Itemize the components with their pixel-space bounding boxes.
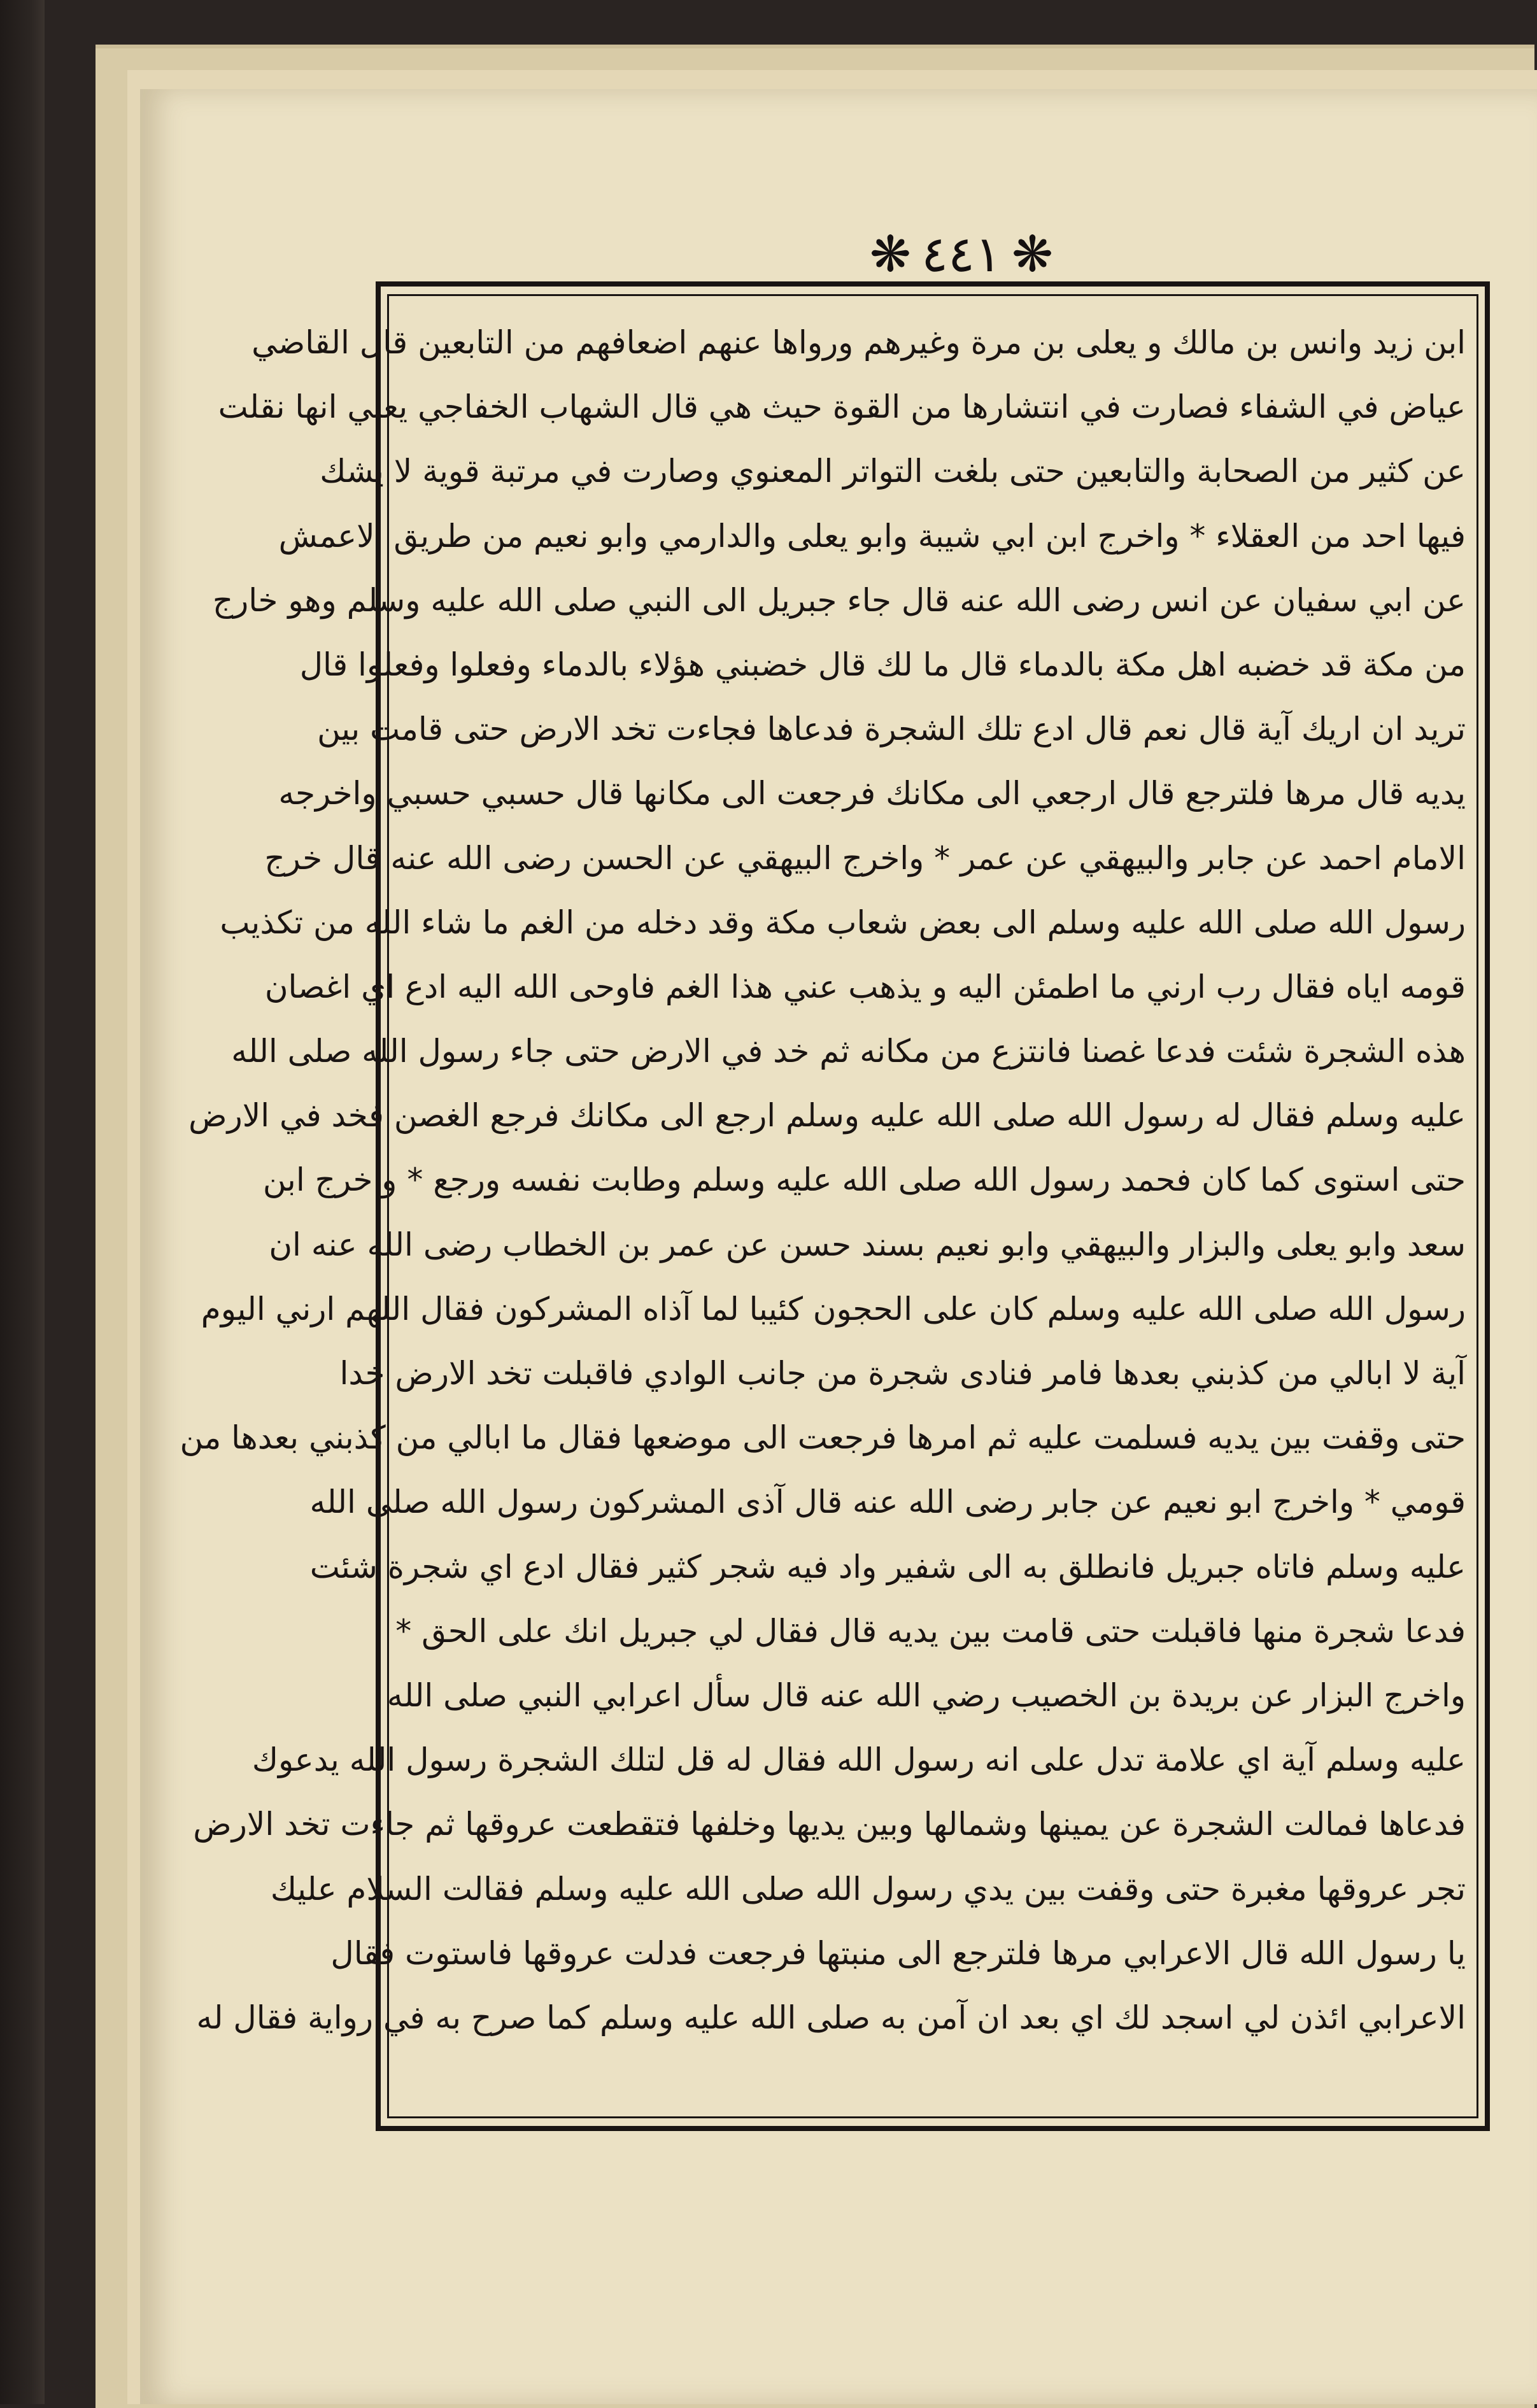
ornament-right-icon: ❋ <box>1011 226 1054 283</box>
text-line: عن كثير من الصحابة والتابعين حتى بلغت التواتر المعنوي وصارت في مرتبة قوية لا يشك <box>320 453 1466 490</box>
text-line: قومي * واخرج ابو نعيم عن جابر رضى الله عنه قال آذى المشركون رسول الله صلى الله <box>309 1484 1466 1521</box>
text-line: عليه وسلم آية اي علامة تدل على انه رسول الله فقال له قل لتلك الشجرة رسول الله يدعوك <box>251 1741 1466 1779</box>
text-line: سعد وابو يعلى والبزار والبيهقي وابو نعيم بسند حسن عن عمر بن الخطاب رضى الله عنه ان <box>269 1226 1466 1263</box>
text-line: رسول الله صلى الله عليه وسلم الى بعض شعاب مكة وقد دخله من الغم ما شاء الله من تكذيب <box>220 903 1466 941</box>
text-line: واخرج البزار عن بريدة بن الخصيب رضي الله عنه قال سأل اعرابي النبي صلى الله <box>386 1676 1466 1714</box>
text-line: تريد ان اريك آية قال نعم قال ادع تلك الشجرة فدعاها فجاءت تخد الارض حتى قامت بين <box>317 711 1466 748</box>
text-line: الامام احمد عن جابر والبيهقي عن عمر * واخرج البيهقي عن الحسن رضى الله عنه قال خرج <box>264 839 1466 877</box>
text-line: عليه وسلم فقال له رسول الله صلى الله عليه وسلم ارجع الى مكانك فرجع الغصن فخد في الارض <box>188 1097 1466 1135</box>
text-line: حتى استوى كما كان فحمد رسول الله صلى الله عليه وسلم وطابت نفسه ورجع * واخرج ابن <box>262 1161 1466 1199</box>
dark-background-edge <box>0 0 45 2404</box>
text-line: الاعرابي ائذن لي اسجد لك اي بعد ان آمن به صلى الله عليه وسلم كما صرح به في رواية فقال له <box>196 1999 1466 2036</box>
text-line: عن ابي سفيان عن انس رضى الله عنه قال جاء جبريل الى النبي صلى الله عليه وسلم وهو خارج <box>212 581 1466 619</box>
text-line: هذه الشجرة شئت فدعا غصنا فانتزع من مكانه ثم خد في الارض حتى جاء رسول الله صلى الله <box>231 1033 1466 1070</box>
text-line: فدعا شجرة منها فاقبلت حتى قامت بين يديه قال فقال لي جبريل انك على الحق * <box>395 1612 1466 1650</box>
text-line: فيها احد من العقلاء * واخرج ابن ابي شيبة وابو يعلى والدارمي وابو نعيم من طريق الاعمش <box>278 517 1466 555</box>
text-line: ابن زيد وانس بن مالك و يعلى بن مرة وغيرهم ورواها عنهم اضعافهم من التابعين قال القاضي <box>251 324 1466 361</box>
text-line: حتى وقفت بين يديه فسلمت عليه ثم امرها فرجعت الى موضعها فقال ما ابالي من كذبني بعدها من <box>180 1419 1466 1457</box>
text-line: يا رسول الله قال الاعرابي مرها فلترجع الى منبتها فرجعت فدلت عروقها فاستوت فقال <box>330 1934 1466 1972</box>
text-line: تجر عروقها مغبرة حتى وقفت بين يدي رسول الله صلى الله عليه وسلم فقالت السلام عليك <box>270 1870 1466 1908</box>
arabic-text-block <box>180 311 1466 2116</box>
page-number: ٤٤١ <box>921 226 1002 283</box>
text-line: رسول الله صلى الله عليه وسلم كان على الحجون كئيبا لما آذاه المشركون فقال اللهم ارني اليوم <box>201 1290 1466 1328</box>
text-line: قومه اياه فقال رب ارني ما اطمئن اليه و يذهب عني هذا الغم فاوحى الله اليه ادع اي اغصان <box>264 968 1466 1005</box>
text-line: يديه قال مرها فلترجع قال ارجعي الى مكانك فرجعت الى مكانها قال حسبي حسبي واخرجه <box>278 775 1466 812</box>
text-line: عليه وسلم فاتاه جبريل فانطلق به الى شفير واد فيه شجر كثير فقال ادع اي شجرة شئت <box>309 1548 1466 1585</box>
ornament-left-icon: ❋ <box>869 226 912 283</box>
text-line: آية لا ابالي من كذبني بعدها فامر فنادى شجرة من جانب الوادي فاقبلت تخد الارض خدا <box>339 1355 1466 1392</box>
text-line: من مكة قد خضبه اهل مكة بالدماء قال ما لك قال خضبني هؤلاء بالدماء وفعلوا وفعلوا قال <box>299 646 1466 683</box>
text-line: فدعاها فمالت الشجرة عن يمينها وشمالها وبين يديها وخلفها فتقطعت عروقها ثم جاءت تخد الارض <box>193 1806 1466 1843</box>
text-line: عياض في الشفاء فصارت في انتشارها من القوة حيث هي قال الشهاب الخفاجي يعني انها نقلت <box>218 388 1466 426</box>
